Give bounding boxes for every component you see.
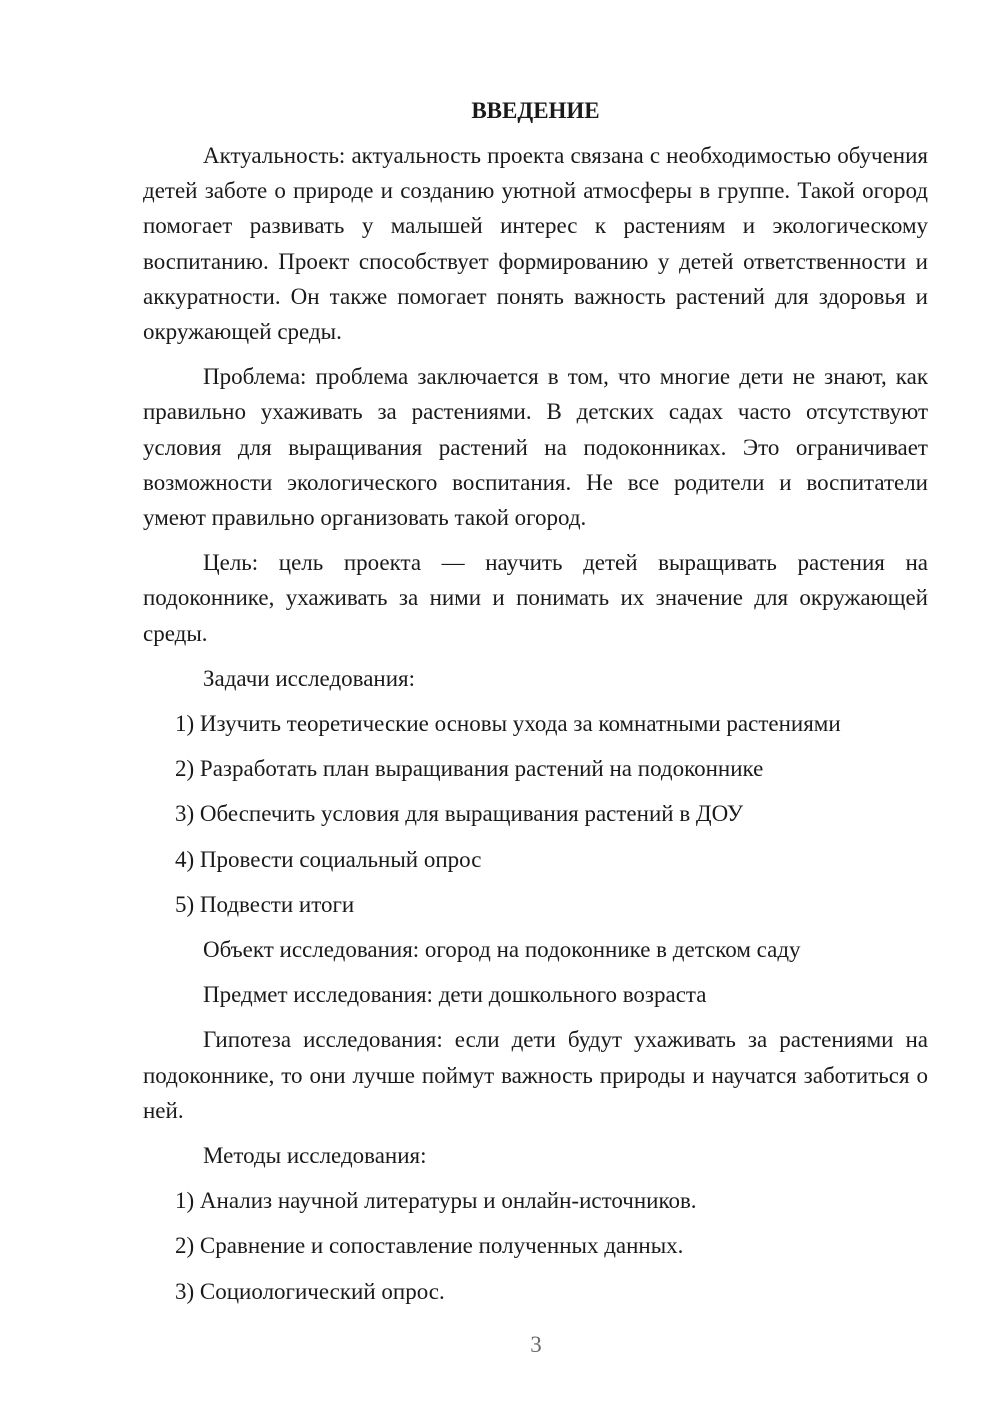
page-number: 3 bbox=[530, 1332, 542, 1357]
list-item: 2) Разработать план выращивания растений на подоконнике bbox=[175, 756, 764, 782]
list-item: 3) Социологический опрос. bbox=[175, 1278, 445, 1304]
list-item: 1) Изучить теоретические основы ухода за комнатными растениями bbox=[175, 711, 841, 737]
tasks-heading: Задачи исследования: bbox=[203, 665, 416, 691]
tasks-list bbox=[143, 706, 928, 922]
problem-paragraph: Проблема: проблема заключается в том, что многие дети не знают, как правильно ухаживать за растениями. В детских садах часто отсутствуют условия для выращивания растений на подоконниках. Это ограничивает возможности экологического воспитания. Не все родители и воспитатели умеют правильно организовать такой огород. bbox=[143, 364, 928, 531]
relevance-paragraph: Актуальность: актуальность проекта связана с необходимостью обучения детей заботе о природе и созданию уютной атмосферы в группе. Такой огород помогает развивать у малышей интерес к растениям и экологическому воспитанию. Проект способствует формированию у детей ответственности и аккуратности. Он также помогает понять важность растений для здоровья и окружающей среды. bbox=[143, 143, 928, 345]
section-title: ВВЕДЕНИЕ bbox=[471, 98, 600, 123]
hypothesis-paragraph: Гипотеза исследования: если дети будут ухаживать за растениями на подоконнике, то они лучше поймут важность природы и научатся заботиться о ней. bbox=[143, 1027, 928, 1123]
list-item: 1) Анализ научной литературы и онлайн-источников. bbox=[175, 1188, 697, 1214]
list-item: 5) Подвести итоги bbox=[175, 891, 355, 917]
subject-line: Предмет исследования: дети дошкольного возраста bbox=[203, 982, 707, 1008]
page-content bbox=[143, 96, 928, 1319]
list-item: 4) Провести социальный опрос bbox=[175, 846, 482, 872]
object-line: Объект исследования: огород на подоконнике в детском саду bbox=[203, 937, 801, 963]
goal-paragraph: Цель: цель проекта — научить детей выращивать растения на подоконнике, ухаживать за ними и понимать их значение для окружающей среды. bbox=[143, 550, 928, 646]
methods-list bbox=[143, 1183, 928, 1309]
list-item: 3) Обеспечить условия для выращивания растений в ДОУ bbox=[175, 801, 744, 827]
list-item: 2) Сравнение и сопоставление полученных данных. bbox=[175, 1233, 684, 1259]
methods-heading: Методы исследования: bbox=[203, 1143, 427, 1169]
